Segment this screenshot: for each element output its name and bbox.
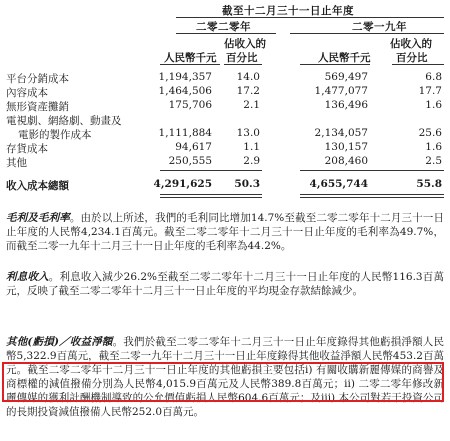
period-header: 截至十二月三十一日止年度 — [222, 5, 354, 17]
table-row — [0, 155, 450, 169]
table-row — [0, 141, 450, 155]
row-pct-2019: 1.6 — [425, 99, 442, 111]
row-value-2020: 1,194,357 — [158, 71, 212, 83]
header-underline-rmb-2019 — [300, 64, 370, 65]
total-row — [0, 178, 450, 192]
row-pct-2020: 17.2 — [236, 85, 260, 97]
interest-income-paragraph — [6, 270, 444, 298]
total-double-line-2020-b — [160, 197, 262, 198]
other-gains-lead: 其他(虧損)／收益淨額 — [6, 336, 113, 348]
total-double-line-2019-a — [300, 194, 444, 195]
gross-profit-text: 。由於以上所述，我們的毛利同比增加14.7%至截至二零二零年十二月三十一日止年度的人民幣4,234.1百萬元。截至二零二零年十二月三十一日止年度的毛利率為49.7%，而截至二零一九年十二月三十一日止年度的毛利率為44.2%。 — [6, 212, 444, 252]
gross-profit-lead: 毛利及毛利率 — [6, 212, 70, 224]
row-value-2019: 130,157 — [324, 141, 368, 153]
year-2019-underline — [290, 33, 444, 34]
gross-profit-paragraph — [6, 211, 444, 253]
row-value-2019: 2,134,057 — [314, 127, 368, 139]
row-value-2020: 1,464,506 — [158, 85, 212, 97]
row-value-2020: 94,617 — [175, 141, 212, 153]
table-row — [0, 127, 450, 141]
interest-income-text: 。利息收入減少26.2%至截至二零二零年十二月三十一日止年度的人民幣116.3百萬元，反映了截至二零二零年十二月三十一日止年度的平均現金存款結餘減少。 — [6, 271, 445, 297]
period-underline — [176, 17, 444, 18]
table-row — [0, 85, 450, 99]
year-2020-underline — [176, 33, 276, 34]
row-label: 電影的製作成本 — [18, 129, 92, 141]
table-row — [0, 71, 450, 85]
row-label: 其他 — [6, 157, 27, 169]
subtotal-line-2019 — [300, 170, 444, 171]
row-pct-2019: 1.6 — [425, 141, 442, 153]
col-rmb-2019: 人民幣千元 — [318, 52, 371, 64]
row-pct-2019: 2.5 — [425, 155, 442, 167]
highlight-box — [2, 362, 444, 402]
header-underline-pct-2020 — [224, 64, 262, 65]
col-pct-2020-line2: 百分比 — [226, 52, 258, 64]
interest-income-lead: 利息收入 — [6, 271, 49, 283]
total-double-line-2019-b — [300, 197, 444, 198]
row-label: 內容成本 — [6, 87, 48, 99]
row-value-2019: 136,496 — [324, 99, 368, 111]
table-row — [0, 113, 450, 127]
row-value-2020: 250,555 — [168, 155, 212, 167]
year-2020-header: 二零二零年 — [196, 21, 251, 33]
row-pct-2020: 2.1 — [243, 99, 260, 111]
row-pct-2019: 17.7 — [418, 85, 442, 97]
total-double-line-2020-a — [160, 194, 262, 195]
row-value-2019: 569,497 — [324, 71, 368, 83]
total-pct-2020: 50.3 — [234, 178, 260, 190]
row-label: 電視劇、網絡劇、動畫及 — [6, 115, 122, 127]
col-pct-2019-line1: 佔收入的 — [390, 38, 432, 50]
total-label: 收入成本總額 — [6, 180, 69, 192]
row-pct-2020: 13.0 — [236, 127, 260, 139]
row-value-2020: 175,706 — [168, 99, 212, 111]
header-underline-pct-2019 — [392, 64, 444, 65]
total-value-2020: 4,291,625 — [153, 178, 212, 190]
total-value-2019: 4,655,744 — [309, 178, 368, 190]
row-pct-2019: 25.6 — [418, 127, 442, 139]
table-row — [0, 99, 450, 113]
row-pct-2019: 6.8 — [425, 71, 442, 83]
header-underline-rmb-2020 — [160, 64, 220, 65]
row-pct-2020: 2.9 — [243, 155, 260, 167]
subtotal-line-2020 — [160, 170, 262, 171]
other-gains-text: 。我們於截至二零二零年十二月三十一日止年度錄得其他虧損淨額人民幣5,322.9百萬元，截至二零一九年十二月三十一日止年度錄得其他收益淨額人民幣453.2百萬元。截至二零二零年十二月三十一日止年度的其他虧損主要包括i) 有關收購新麗傳媒的商譽及商標權的減值撥備分別為人民幣4,015.9百萬元及人民幣389.8百萬元；ii) 二零二零年修改新麗傳媒的獲利計酬機制導致的公允價值虧損人民幣604.6百萬元；及iii) 本公司對若干投資公司的長期投資減值撥備人民幣252.0百萬元。 — [6, 336, 445, 418]
row-label: 無形資產攤銷 — [6, 101, 69, 113]
row-value-2019: 1,477,077 — [314, 85, 368, 97]
row-value-2020: 1,111,884 — [158, 127, 212, 139]
col-pct-2019-line2: 百分比 — [396, 52, 428, 64]
total-pct-2019: 55.8 — [416, 178, 442, 190]
col-rmb-2020: 人民幣千元 — [164, 52, 217, 64]
year-2019-header: 二零一九年 — [352, 21, 407, 33]
col-pct-2020-line1: 佔收入的 — [224, 38, 266, 50]
row-label: 存貨成本 — [6, 143, 48, 155]
row-pct-2020: 1.1 — [243, 141, 260, 153]
row-label: 平台分銷成本 — [6, 73, 69, 85]
row-pct-2020: 14.0 — [236, 71, 260, 83]
row-value-2019: 208,460 — [324, 155, 368, 167]
